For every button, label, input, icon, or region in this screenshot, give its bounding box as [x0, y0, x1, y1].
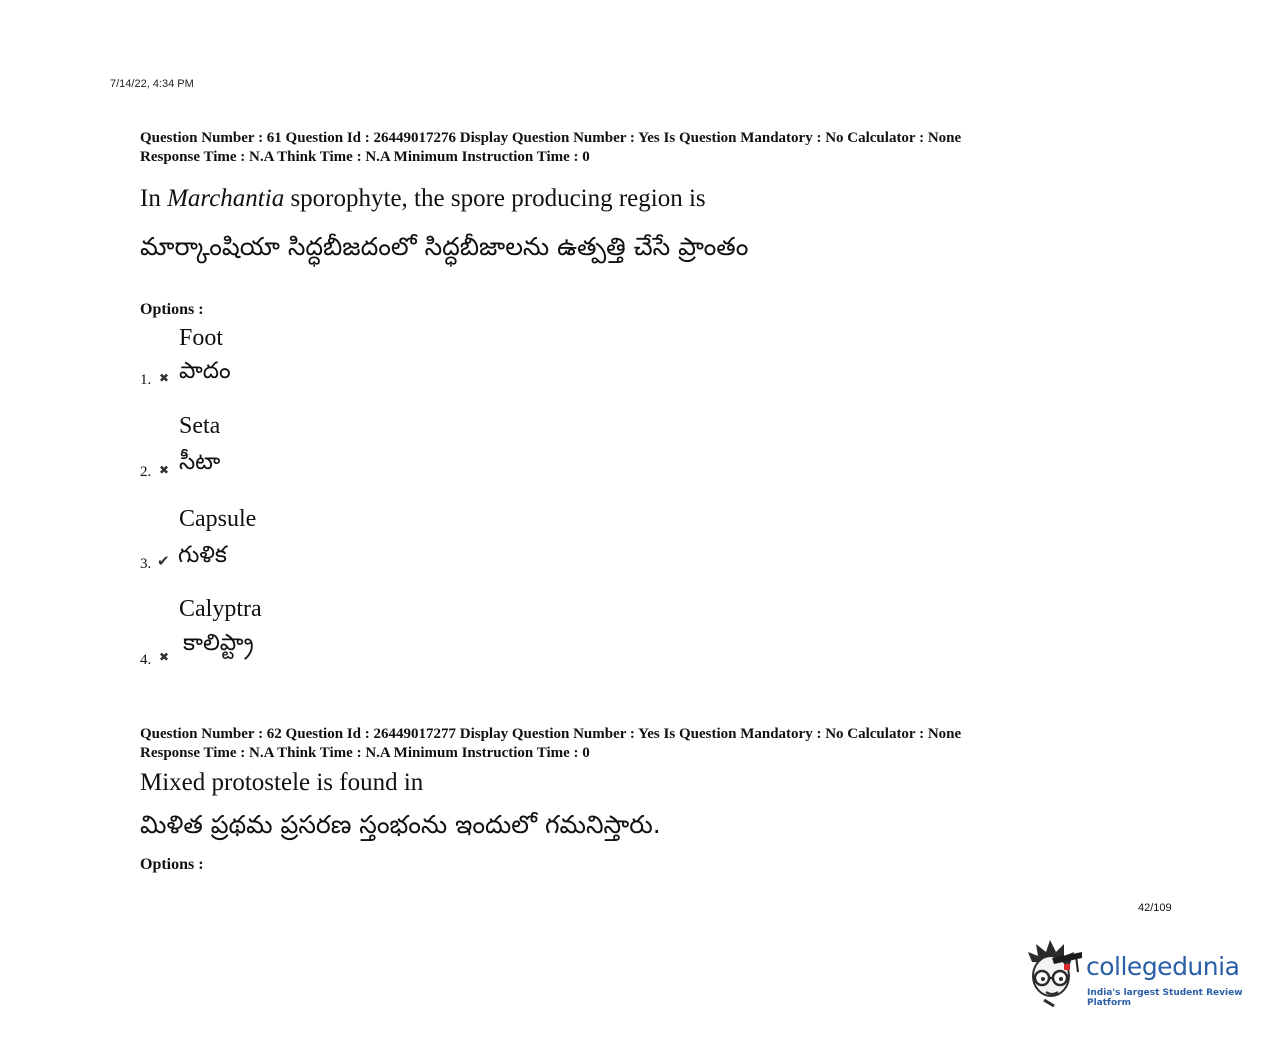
question-61-text-en — [140, 185, 706, 213]
options-label: Options : — [140, 856, 204, 873]
option-4-text-en: Calyptra — [179, 596, 262, 622]
collegedunia-mascot-icon — [1024, 938, 1086, 1010]
option-2-text-en: Seta — [179, 413, 221, 439]
question-62-text-te: మిళిత ప్రథమ ప్రసరణ స్తంభంను ఇందులో గమనిస్తారు. — [140, 810, 661, 839]
question-meta-line2: Response Time : N.A Think Time : N.A Minimum Instruction Time : 0 — [140, 745, 590, 761]
option-3-number: 3. — [140, 556, 152, 572]
question-61-meta — [140, 129, 961, 167]
question-61-text-te: మార్కాంషియా సిద్ధబీజదంలో సిద్ధబీజాలను ఉత్పత్తి చేసే ప్రాంతం — [140, 232, 749, 261]
option-3-text-te: గుళిక — [178, 542, 227, 568]
option-2-number: 2. — [140, 464, 152, 480]
cross-icon: ✖ — [159, 463, 170, 477]
question-62-text-en: Mixed protostele is found in — [140, 769, 424, 796]
print-timestamp: 7/14/22, 4:34 PM — [110, 78, 194, 90]
option-2-text-te: సీటా — [179, 449, 221, 475]
option-3-text-en: Capsule — [179, 506, 257, 532]
page-number: 42/109 — [1138, 902, 1172, 914]
question-meta-line1: Question Number : 62 Question Id : 26449017277 Display Question Number : Yes Is Question Mandatory : No Calculator : None — [140, 726, 962, 742]
option-1-number: 1. — [140, 372, 152, 388]
question-meta-line1: Question Number : 61 Question Id : 26449017276 Display Question Number : Yes Is Question Mandatory : No Calculator : None — [140, 130, 962, 146]
question-text-part: sporophyte, the spore producing region is — [284, 185, 706, 212]
option-1-text-te: పాదం — [179, 358, 231, 384]
option-4-text-te: కాలిప్ట్రా — [183, 630, 254, 656]
question-text-italic-term: Marchantia — [167, 185, 285, 212]
option-1-text-en: Foot — [179, 325, 224, 351]
question-text-part: In — [140, 185, 168, 212]
option-4-number: 4. — [140, 652, 152, 668]
cross-icon: ✖ — [159, 650, 170, 664]
collegedunia-logo-text: collegedunia — [1086, 952, 1240, 981]
collegedunia-logo-tagline: India's largest Student Review Platform — [1087, 988, 1243, 1008]
cross-icon: ✖ — [159, 371, 170, 385]
checkmark-icon: ✔ — [157, 552, 170, 570]
question-meta-line2: Response Time : N.A Think Time : N.A Minimum Instruction Time : 0 — [140, 149, 590, 165]
question-62-meta — [140, 725, 961, 763]
options-label: Options : — [140, 301, 204, 318]
